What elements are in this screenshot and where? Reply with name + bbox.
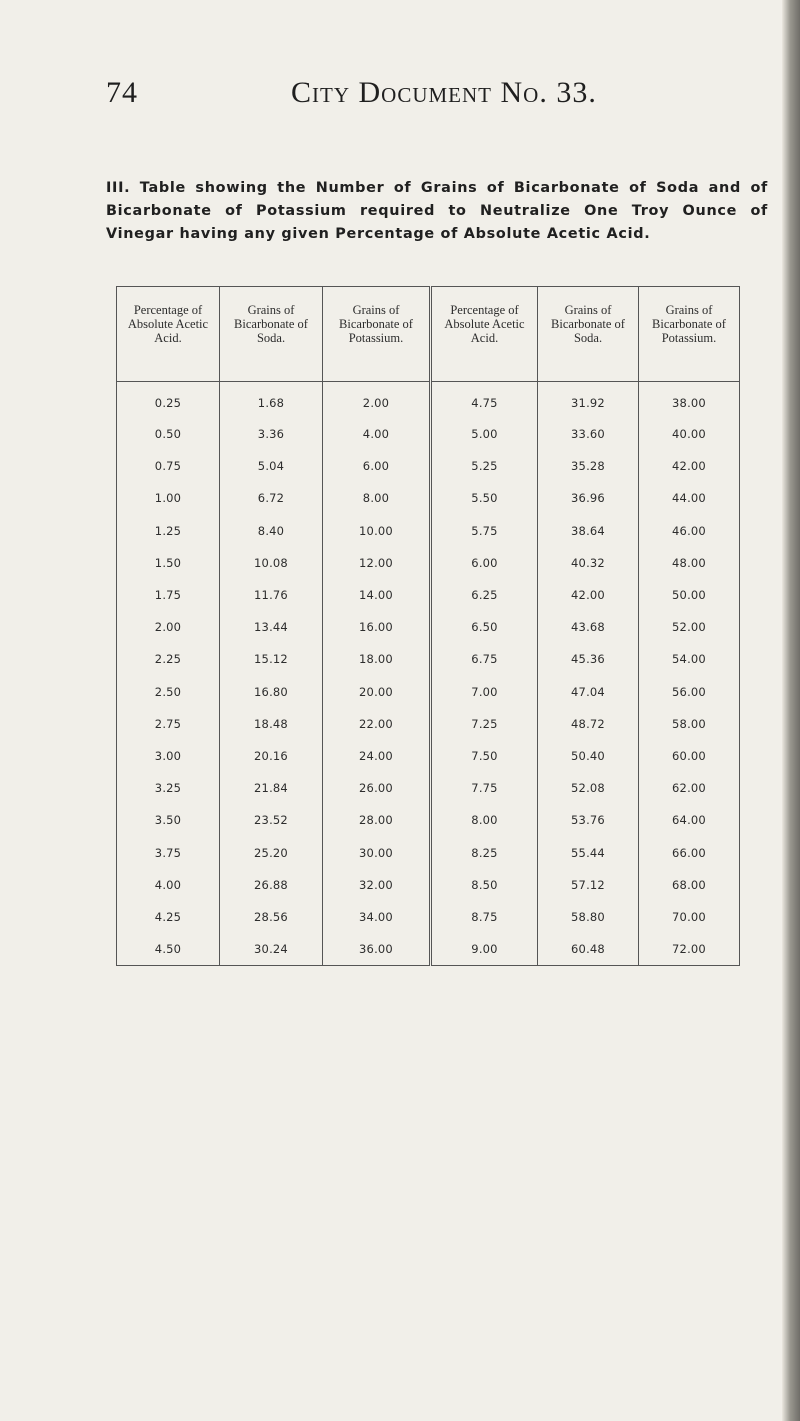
- cell-grains-soda: 15.12: [220, 643, 323, 675]
- header-grains-soda: Grains of Bicarbonate of Soda.: [220, 287, 323, 382]
- cell-percentage-acid-2: 8.00: [431, 804, 538, 836]
- cell-grains-potassium: 28.00: [323, 804, 431, 836]
- cell-percentage-acid: 2.25: [117, 643, 220, 675]
- cell-grains-potassium: 4.00: [323, 418, 431, 450]
- cell-grains-soda: 26.88: [220, 869, 323, 901]
- table-row: [117, 836, 740, 868]
- cell-grains-soda-2: 57.12: [538, 869, 639, 901]
- cell-grains-potassium-2: 72.00: [639, 933, 740, 966]
- cell-percentage-acid-2: 5.00: [431, 418, 538, 450]
- cell-percentage-acid: 1.50: [117, 547, 220, 579]
- table-row: [117, 382, 740, 419]
- cell-grains-potassium: 16.00: [323, 611, 431, 643]
- table-row: [117, 676, 740, 708]
- cell-grains-soda: 11.76: [220, 579, 323, 611]
- cell-grains-potassium: 2.00: [323, 382, 431, 419]
- cell-grains-soda: 3.36: [220, 418, 323, 450]
- table-row: [117, 804, 740, 836]
- cell-percentage-acid-2: 8.50: [431, 869, 538, 901]
- cell-percentage-acid: 3.50: [117, 804, 220, 836]
- cell-percentage-acid: 4.00: [117, 869, 220, 901]
- cell-grains-soda: 18.48: [220, 708, 323, 740]
- cell-grains-potassium: 8.00: [323, 482, 431, 514]
- cell-grains-potassium-2: 66.00: [639, 836, 740, 868]
- cell-grains-soda: 6.72: [220, 482, 323, 514]
- page-number: 74: [106, 76, 138, 109]
- cell-grains-potassium-2: 60.00: [639, 740, 740, 772]
- cell-grains-soda: 1.68: [220, 382, 323, 419]
- cell-grains-soda-2: 48.72: [538, 708, 639, 740]
- cell-grains-soda-2: 38.64: [538, 515, 639, 547]
- cell-grains-soda-2: 55.44: [538, 836, 639, 868]
- cell-grains-soda-2: 36.96: [538, 482, 639, 514]
- table-row: [117, 740, 740, 772]
- cell-grains-soda-2: 45.36: [538, 643, 639, 675]
- cell-percentage-acid-2: 7.50: [431, 740, 538, 772]
- cell-percentage-acid: 3.00: [117, 740, 220, 772]
- table-row: [117, 547, 740, 579]
- conversion-table: [116, 286, 740, 966]
- cell-grains-soda-2: 50.40: [538, 740, 639, 772]
- cell-grains-potassium-2: 44.00: [639, 482, 740, 514]
- cell-percentage-acid-2: 5.50: [431, 482, 538, 514]
- cell-percentage-acid: 0.75: [117, 450, 220, 482]
- cell-grains-soda-2: 58.80: [538, 901, 639, 933]
- cell-grains-potassium: 32.00: [323, 869, 431, 901]
- cell-percentage-acid-2: 7.00: [431, 676, 538, 708]
- cell-grains-soda: 30.24: [220, 933, 323, 966]
- cell-grains-soda: 13.44: [220, 611, 323, 643]
- cell-grains-potassium-2: 68.00: [639, 869, 740, 901]
- cell-percentage-acid: 0.25: [117, 382, 220, 419]
- document-title: City Document No. 33.: [291, 76, 597, 109]
- table-body: [117, 382, 740, 966]
- table-row: [117, 450, 740, 482]
- cell-percentage-acid-2: 7.75: [431, 772, 538, 804]
- cell-grains-soda: 28.56: [220, 901, 323, 933]
- header-percentage-acid: Percentage of Absolute Acetic Acid.: [117, 287, 220, 382]
- cell-percentage-acid: 0.50: [117, 418, 220, 450]
- cell-percentage-acid: 2.00: [117, 611, 220, 643]
- cell-percentage-acid: 3.75: [117, 836, 220, 868]
- cell-grains-potassium-2: 58.00: [639, 708, 740, 740]
- cell-grains-soda-2: 47.04: [538, 676, 639, 708]
- cell-percentage-acid: 2.50: [117, 676, 220, 708]
- cell-grains-potassium-2: 38.00: [639, 382, 740, 419]
- cell-percentage-acid-2: 9.00: [431, 933, 538, 966]
- cell-grains-potassium-2: 42.00: [639, 450, 740, 482]
- cell-grains-soda-2: 42.00: [538, 579, 639, 611]
- table-row: [117, 515, 740, 547]
- cell-percentage-acid-2: 7.25: [431, 708, 538, 740]
- table-row: [117, 579, 740, 611]
- cell-grains-potassium: 6.00: [323, 450, 431, 482]
- cell-grains-soda-2: 52.08: [538, 772, 639, 804]
- cell-grains-soda: 8.40: [220, 515, 323, 547]
- table-row: [117, 611, 740, 643]
- cell-percentage-acid: 3.25: [117, 772, 220, 804]
- cell-percentage-acid-2: 6.25: [431, 579, 538, 611]
- cell-grains-potassium: 18.00: [323, 643, 431, 675]
- cell-percentage-acid: 1.75: [117, 579, 220, 611]
- cell-grains-potassium: 10.00: [323, 515, 431, 547]
- table-header-row: [117, 287, 740, 382]
- table-row: [117, 482, 740, 514]
- cell-percentage-acid: 1.00: [117, 482, 220, 514]
- cell-grains-potassium: 14.00: [323, 579, 431, 611]
- table-row: [117, 869, 740, 901]
- cell-grains-potassium-2: 50.00: [639, 579, 740, 611]
- cell-percentage-acid-2: 6.00: [431, 547, 538, 579]
- cell-grains-potassium: 26.00: [323, 772, 431, 804]
- cell-percentage-acid-2: 5.75: [431, 515, 538, 547]
- cell-grains-soda-2: 31.92: [538, 382, 639, 419]
- cell-percentage-acid-2: 8.75: [431, 901, 538, 933]
- cell-grains-soda: 16.80: [220, 676, 323, 708]
- cell-grains-soda-2: 35.28: [538, 450, 639, 482]
- header-grains-potassium-2: Grains of Bicarbonate of Potassium.: [639, 287, 740, 382]
- cell-grains-soda-2: 60.48: [538, 933, 639, 966]
- cell-grains-soda-2: 53.76: [538, 804, 639, 836]
- cell-grains-potassium: 12.00: [323, 547, 431, 579]
- cell-percentage-acid: 4.50: [117, 933, 220, 966]
- cell-grains-soda: 23.52: [220, 804, 323, 836]
- cell-grains-potassium-2: 64.00: [639, 804, 740, 836]
- cell-percentage-acid-2: 4.75: [431, 382, 538, 419]
- cell-grains-soda-2: 43.68: [538, 611, 639, 643]
- table-row: [117, 708, 740, 740]
- cell-grains-potassium: 22.00: [323, 708, 431, 740]
- cell-grains-soda: 10.08: [220, 547, 323, 579]
- page-edge-shadow: [782, 0, 800, 1421]
- cell-percentage-acid-2: 6.75: [431, 643, 538, 675]
- cell-grains-potassium-2: 62.00: [639, 772, 740, 804]
- cell-percentage-acid-2: 8.25: [431, 836, 538, 868]
- cell-grains-potassium-2: 40.00: [639, 418, 740, 450]
- cell-percentage-acid: 2.75: [117, 708, 220, 740]
- cell-grains-potassium: 30.00: [323, 836, 431, 868]
- table-row: [117, 901, 740, 933]
- cell-grains-soda-2: 33.60: [538, 418, 639, 450]
- cell-grains-potassium: 20.00: [323, 676, 431, 708]
- header-grains-potassium: Grains of Bicarbonate of Potassium.: [323, 287, 431, 382]
- cell-grains-potassium-2: 48.00: [639, 547, 740, 579]
- cell-grains-potassium: 24.00: [323, 740, 431, 772]
- header-grains-soda-2: Grains of Bicarbonate of Soda.: [538, 287, 639, 382]
- cell-percentage-acid-2: 5.25: [431, 450, 538, 482]
- cell-grains-potassium-2: 70.00: [639, 901, 740, 933]
- cell-grains-potassium: 34.00: [323, 901, 431, 933]
- table-row: [117, 643, 740, 675]
- header-percentage-acid-2: Percentage of Absolute Acetic Acid.: [431, 287, 538, 382]
- running-head: [106, 76, 766, 116]
- cell-grains-soda: 5.04: [220, 450, 323, 482]
- cell-grains-soda: 21.84: [220, 772, 323, 804]
- cell-grains-potassium-2: 54.00: [639, 643, 740, 675]
- cell-percentage-acid: 1.25: [117, 515, 220, 547]
- table-row: [117, 418, 740, 450]
- table-row: [117, 933, 740, 966]
- table-caption: III. Table showing the Number of Grains of Bicarbonate of Soda and of Bicarbonate of Potassium required to Neutralize One Troy Ounce of Vinegar having any given Percentage of Absolute Acetic Acid.: [106, 180, 768, 242]
- cell-grains-potassium-2: 46.00: [639, 515, 740, 547]
- cell-grains-potassium-2: 56.00: [639, 676, 740, 708]
- cell-grains-potassium-2: 52.00: [639, 611, 740, 643]
- cell-percentage-acid-2: 6.50: [431, 611, 538, 643]
- table-row: [117, 772, 740, 804]
- cell-grains-soda: 20.16: [220, 740, 323, 772]
- cell-grains-soda-2: 40.32: [538, 547, 639, 579]
- cell-grains-potassium: 36.00: [323, 933, 431, 966]
- cell-grains-soda: 25.20: [220, 836, 323, 868]
- cell-percentage-acid: 4.25: [117, 901, 220, 933]
